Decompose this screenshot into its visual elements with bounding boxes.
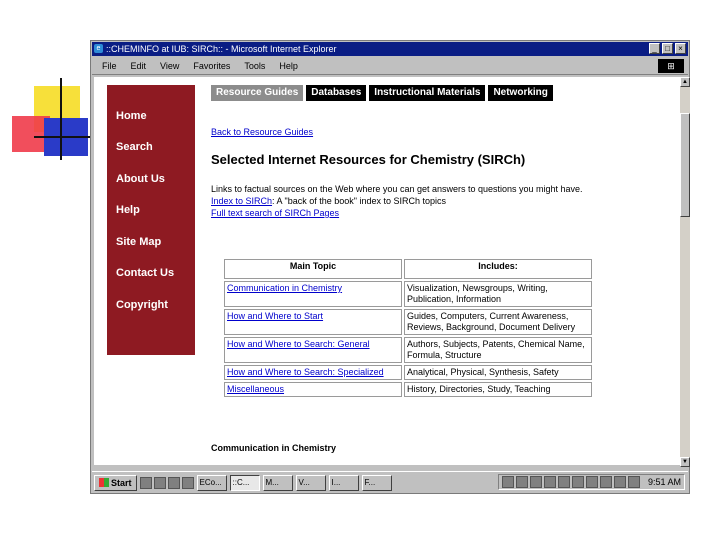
tray-icon[interactable] (530, 476, 542, 488)
page-viewport (94, 77, 680, 465)
decor-vertical-line (60, 78, 62, 160)
vertical-scrollbar[interactable] (680, 77, 690, 467)
menu-favorites[interactable]: Favorites (193, 61, 231, 71)
left-nav (107, 85, 195, 355)
tray-icon[interactable] (502, 476, 514, 488)
menu-bar (92, 57, 688, 75)
table-row (224, 337, 592, 363)
windows-flag-icon (99, 478, 109, 487)
window-title: ::CHEMINFO at IUB: SIRCh:: - Microsoft Internet Explorer (106, 44, 337, 54)
nav-site-map[interactable]: Site Map (116, 236, 162, 248)
nav-contact-us[interactable]: Contact Us (116, 267, 175, 279)
tray-icon[interactable] (558, 476, 570, 488)
topic-link[interactable]: Miscellaneous (227, 384, 285, 394)
topic-includes: Guides, Computers, Current Awareness, Reviews, Background, Document Delivery (404, 309, 592, 335)
table-row (224, 382, 592, 397)
scroll-up-arrow-icon[interactable]: ▲ (680, 77, 690, 87)
intro-block (211, 183, 591, 219)
quick-launch-icon[interactable] (154, 477, 166, 489)
tab-instructional-materials[interactable]: Instructional Materials (369, 85, 485, 101)
decor-horizontal-line (34, 136, 92, 138)
topic-link[interactable]: How and Where to Search: Specialized (227, 367, 384, 377)
ie-app-icon: e (94, 44, 103, 53)
quick-launch-icon[interactable] (168, 477, 180, 489)
index-description: : A "back of the book" index to SIRCh topics (272, 196, 447, 206)
menu-edit[interactable]: Edit (130, 61, 147, 71)
title-bar (92, 42, 688, 56)
task-button-active[interactable]: ::C... (230, 475, 260, 491)
nav-about-us[interactable]: About Us (116, 173, 165, 185)
topic-includes: Analytical, Physical, Synthesis, Safety (404, 365, 592, 380)
topics-table (222, 257, 594, 399)
tray-icon[interactable] (600, 476, 612, 488)
tray-icon[interactable] (544, 476, 556, 488)
windows-logo-icon: ⊞ (658, 59, 684, 73)
tray-icon[interactable] (572, 476, 584, 488)
start-label: Start (111, 477, 132, 488)
system-tray (498, 474, 685, 490)
task-button[interactable]: I... (329, 475, 359, 491)
task-button[interactable]: ECo... (197, 475, 227, 491)
clock[interactable]: 9:51 AM (647, 477, 681, 487)
tray-icon[interactable] (614, 476, 626, 488)
nav-help[interactable]: Help (116, 204, 140, 216)
page-title: Selected Internet Resources for Chemistry (SIRCh) (211, 152, 526, 167)
scroll-down-arrow-icon[interactable]: ▼ (680, 457, 690, 467)
table-header-includes: Includes: (404, 259, 592, 279)
task-button[interactable]: V... (296, 475, 326, 491)
topic-link[interactable]: How and Where to Search: General (227, 339, 370, 349)
quick-launch (140, 477, 194, 489)
back-link[interactable]: Back to Resource Guides (211, 127, 314, 137)
topic-includes: Visualization, Newsgroups, Writing, Publication, Information (404, 281, 592, 307)
menu-view[interactable]: View (160, 61, 180, 71)
index-link[interactable]: Index to SIRCh (211, 196, 273, 206)
table-header-main-topic: Main Topic (224, 259, 402, 279)
table-row (224, 281, 592, 307)
nav-search[interactable]: Search (116, 141, 153, 153)
section-tabs (211, 85, 553, 101)
quick-launch-icon[interactable] (140, 477, 152, 489)
menu-file[interactable]: File (102, 61, 117, 71)
tray-icon[interactable] (586, 476, 598, 488)
table-row (224, 309, 592, 335)
task-button[interactable]: M... (263, 475, 293, 491)
browser-window (90, 40, 690, 494)
topic-includes: History, Directories, Study, Teaching (404, 382, 592, 397)
minimize-button[interactable]: _ (649, 43, 660, 54)
table-row (224, 365, 592, 380)
menu-help[interactable]: Help (279, 61, 298, 71)
tab-networking[interactable]: Networking (488, 85, 552, 101)
fulltext-search-link[interactable]: Full text search of SIRCh Pages (211, 208, 340, 218)
topic-link[interactable]: Communication in Chemistry (227, 283, 343, 293)
nav-home[interactable]: Home (116, 110, 147, 122)
tab-resource-guides[interactable]: Resource Guides (211, 85, 303, 101)
intro-text: Links to factual sources on the Web where you can get answers to questions you might have. (211, 184, 583, 194)
tray-icon[interactable] (516, 476, 528, 488)
menu-tools[interactable]: Tools (244, 61, 266, 71)
tab-databases[interactable]: Databases (306, 85, 366, 101)
start-button[interactable] (94, 475, 137, 491)
tray-icon[interactable] (628, 476, 640, 488)
scroll-thumb[interactable] (680, 113, 690, 217)
maximize-button[interactable]: □ (662, 43, 673, 54)
section-heading: Communication in Chemistry (211, 443, 337, 453)
nav-copyright[interactable]: Copyright (116, 299, 168, 311)
quick-launch-icon[interactable] (182, 477, 194, 489)
topic-link[interactable]: How and Where to Start (227, 311, 324, 321)
topic-includes: Authors, Subjects, Patents, Chemical Name, Formula, Structure (404, 337, 592, 363)
taskbar (92, 471, 688, 493)
close-button[interactable]: × (675, 43, 686, 54)
task-button[interactable]: F... (362, 475, 392, 491)
